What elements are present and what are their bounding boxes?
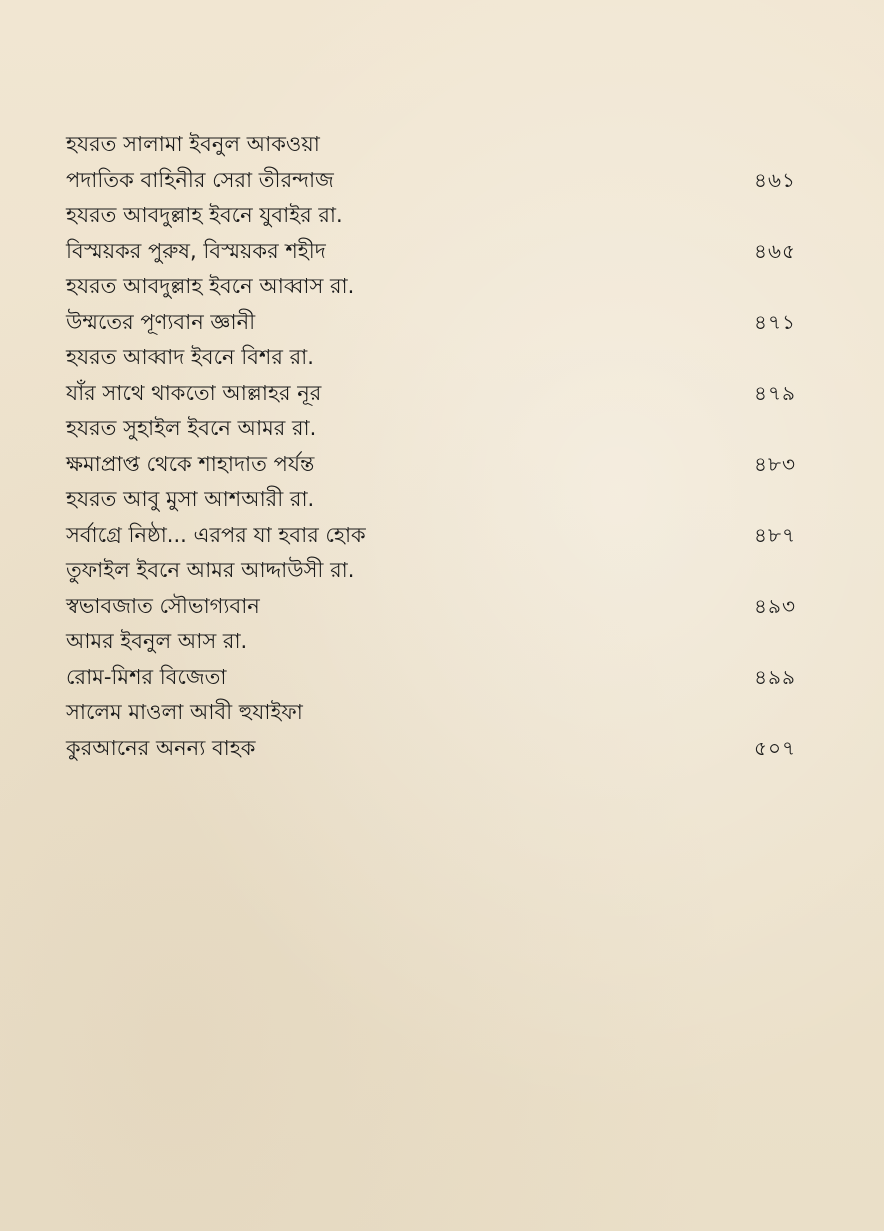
toc-entry-name-line <box>66 553 796 589</box>
toc-entry-name-line <box>66 411 796 447</box>
toc-entry-subtitle: রোম-মিশর বিজেতা <box>66 664 227 689</box>
toc-entry-name: হযরত আব্বাদ ইবনে বিশর রা. <box>66 345 314 369</box>
toc-entry-subtitle: স্বভাবজাত সৌভাগ্যবান <box>66 593 260 618</box>
toc-entry-name-line <box>66 198 796 234</box>
toc-page-number: ৪৬৫ <box>754 238 796 263</box>
toc-entry-name: হযরত আবদুল্লাহ ইবনে আব্বাস রা. <box>66 274 355 298</box>
toc-entry-name-line <box>66 127 796 163</box>
toc-entry-name: সালেম মাওলা আবী হুযাইফা <box>66 700 303 724</box>
toc-entry-subtitle: যাঁর সাথে থাকতো আল্লাহর নূর <box>66 380 322 405</box>
toc-entry-subtitle-line <box>66 660 796 696</box>
toc-page-number: ৫০৭ <box>754 735 796 760</box>
toc-entry-subtitle-line <box>66 589 796 625</box>
toc-entry-name: হযরত আবু মুসা আশআরী রা. <box>66 487 315 511</box>
toc-entry-name-line <box>66 482 796 518</box>
toc-entry-subtitle-line <box>66 234 796 270</box>
toc-entry-name-line <box>66 269 796 305</box>
toc-entry-subtitle-line <box>66 305 796 341</box>
toc-entry-subtitle-line <box>66 376 796 412</box>
toc-entry <box>66 269 796 340</box>
toc-entry <box>66 411 796 482</box>
toc-entry <box>66 340 796 411</box>
toc-entry-subtitle-line <box>66 163 796 199</box>
toc-entry <box>66 553 796 624</box>
toc-page-number: ৪৯৯ <box>754 664 796 689</box>
table-of-contents <box>66 127 796 766</box>
toc-entry <box>66 127 796 198</box>
toc-entry <box>66 695 796 766</box>
toc-page-number: ৪৬১ <box>754 167 796 192</box>
toc-entry <box>66 198 796 269</box>
toc-page-number: ৪৭৯ <box>754 380 796 405</box>
toc-entry-subtitle-line <box>66 518 796 554</box>
toc-entry-subtitle: সর্বাগ্রে নিষ্ঠা... এরপর যা হবার হোক <box>66 522 366 547</box>
toc-entry-subtitle-line <box>66 731 796 767</box>
toc-page-number: ৪৮৭ <box>754 522 796 547</box>
toc-entry-name-line <box>66 340 796 376</box>
toc-entry-subtitle-line <box>66 447 796 483</box>
toc-entry-name: হযরত সুহাইল ইবনে আমর রা. <box>66 416 317 440</box>
toc-page-number: ৪৭১ <box>754 309 796 334</box>
toc-entry-name: হযরত সালামা ইবনুল আকওয়া <box>66 132 320 156</box>
toc-entry-subtitle: পদাতিক বাহিনীর সেরা তীরন্দাজ <box>66 167 334 192</box>
toc-entry <box>66 482 796 553</box>
toc-entry-subtitle: বিস্ময়কর পুরুষ, বিস্ময়কর শহীদ <box>66 238 326 263</box>
toc-entry-name: আমর ইবনুল আস রা. <box>66 629 248 653</box>
toc-entry-name-line <box>66 624 796 660</box>
toc-entry-name: তুফাইল ইবনে আমর আদ্দাউসী রা. <box>66 558 355 582</box>
toc-entry <box>66 624 796 695</box>
toc-page-number: ৪৯৩ <box>754 593 796 618</box>
toc-entry-subtitle: ক্ষমাপ্রাপ্ত থেকে শাহাদাত পর্যন্ত <box>66 451 315 476</box>
toc-entry-subtitle: উম্মতের পূণ্যবান জ্ঞানী <box>66 309 256 334</box>
toc-entry-name: হযরত আবদুল্লাহ ইবনে যুবাইর রা. <box>66 203 343 227</box>
toc-entry-name-line <box>66 695 796 731</box>
toc-page-number: ৪৮৩ <box>754 451 796 476</box>
toc-entry-subtitle: কুরআনের অনন্য বাহক <box>66 735 256 760</box>
